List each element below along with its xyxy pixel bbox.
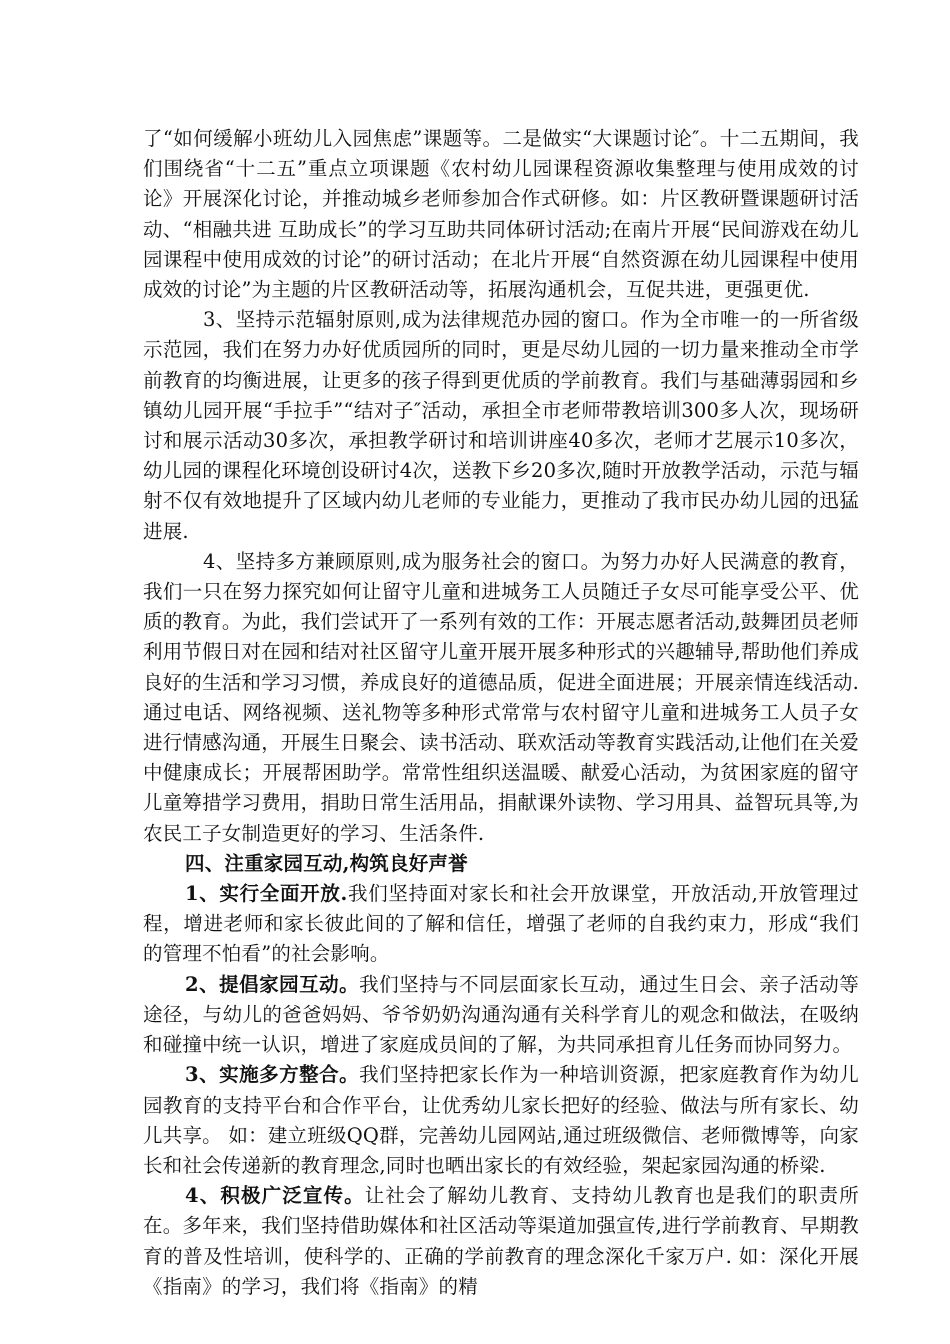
item-text: 我们坚持与不同层面家长互动，通过生日会、亲子活动等途径，与幼儿的爸爸妈妈、爷爷奶奶沟通沟通有关科学育儿的观念和做法，在吸纳和碰撞中统一认识，增进了家庭成员间的了解，为共同承担育儿任务而协同努力。 bbox=[143, 972, 859, 1057]
list-item bbox=[143, 1181, 859, 1302]
list-item bbox=[143, 1060, 859, 1181]
paragraph-point-3: 3、坚持示范辐射原则,成为法律规范办园的窗口。作为全市唯一的一所省级示范园，我们在努力办好优质园所的同时，更是尽幼儿园的一切力量来推动全市学前教育的均衡进展，让更多的孩子得到更优质的学前教育。我们与基础薄弱园和乡镇幼儿园开展“手拉手”“结对子″活动，承担全市老师带教培训300多人次，现场研讨和展示活动30多次，承担教学研讨和培训讲座40多次，老师才艺展示10多次，幼儿园的课程化环境创设研讨4次，送教下乡20多次,随时开放教学活动，示范与辐射不仅有效地提升了区域内幼儿老师的专业能力，更推动了我市民办幼儿园的迅猛进展. bbox=[143, 308, 859, 543]
list-item bbox=[143, 879, 859, 970]
item-title: 3、实施多方整合。 bbox=[185, 1063, 360, 1087]
section-heading: 四、注重家园互动,构筑良好声誉 bbox=[185, 851, 468, 875]
document-page bbox=[143, 124, 859, 1302]
list-item bbox=[143, 970, 859, 1061]
item-text: 我们坚持面对家长和社会开放课堂，开放活动,开放管理过程，增进老师和家长彼此间的了解和信任，增强了老师的自我约束力，形成“我们的管理不怕看”的社会影响。 bbox=[143, 882, 859, 966]
paragraph-continuation: 了“如何缓解小班幼儿入园焦虑”课题等。二是做实“大课题讨论″。十二五期间，我们围绕省“十二五”重点立项课题《农村幼儿园课程资源收集整理与使用成效的讨论》开展深化讨论，并推动城乡老师参加合作式研修。如：片区教研暨课题研讨活动、“相融共进 互助成长”的学习互助共同体研讨活动;在南片开展“民间游戏在幼儿园课程中使用成效的讨论”的研讨活动；在北片开展“自然资源在幼儿园课程中使用成效的讨论”为主题的片区教研活动等，拓展沟通机会，互促共进，更强更优. bbox=[143, 127, 859, 302]
item-text: 让社会了解幼儿教育、支持幼儿教育也是我们的职责所在。多年来，我们坚持借助媒体和社区活动等渠道加强宣传,进行学前教育、早期教育的普及性培训，使科学的、正确的学前教育的理念深化千家万户. 如：深化开展《指南》的学习，我们将《指南》的精 bbox=[143, 1184, 859, 1298]
item-title: 4、积极广泛宣传。 bbox=[185, 1184, 365, 1208]
item-title: 1、实行全面开放. bbox=[185, 882, 348, 906]
paragraph-point-4: 4、坚持多方兼顾原则,成为服务社会的窗口。为努力办好人民满意的教育，我们一只在努力探究如何让留守儿童和进城务工人员随迁子女尽可能享受公平、优质的教育。为此，我们尝试开了一系列有效的工作：开展志愿者活动,鼓舞团员老师利用节假日对在园和结对社区留守儿童开展开展多种形式的兴趣辅导,帮助他们养成良好的生活和学习习惯，养成良好的道德品质，促进全面进展；开展亲情连线活动.通过电话、网络视频、送礼物等多种形式常常与农村留守儿童和进城务工人员子女进行情感沟通，开展生日聚会、读书活动、联欢活动等教育实践活动,让他们在关爱中健康成长；开展帮困助学。常常性组织送温暖、献爱心活动，为贫困家庭的留守儿童筹措学习费用，捐助日常生活用品，捐献课外读物、学习用具、益智玩具等,为农民工子女制造更好的学习、生活条件. bbox=[143, 549, 859, 845]
item-title: 2、提倡家园互动。 bbox=[185, 972, 360, 996]
item-text: 我们坚持把家长作为一种培训资源，把家庭教育作为幼儿园教育的支持平台和合作平台，让优秀幼儿家长把好的经验、做法与所有家长、幼儿共享。 如：建立班级QQ群，完善幼儿园网站,通过班级微信、老师微博等，向家长和社会传递新的教育理念,同时也晒出家长的有效经验，架起家园沟通的桥梁. bbox=[143, 1063, 859, 1177]
